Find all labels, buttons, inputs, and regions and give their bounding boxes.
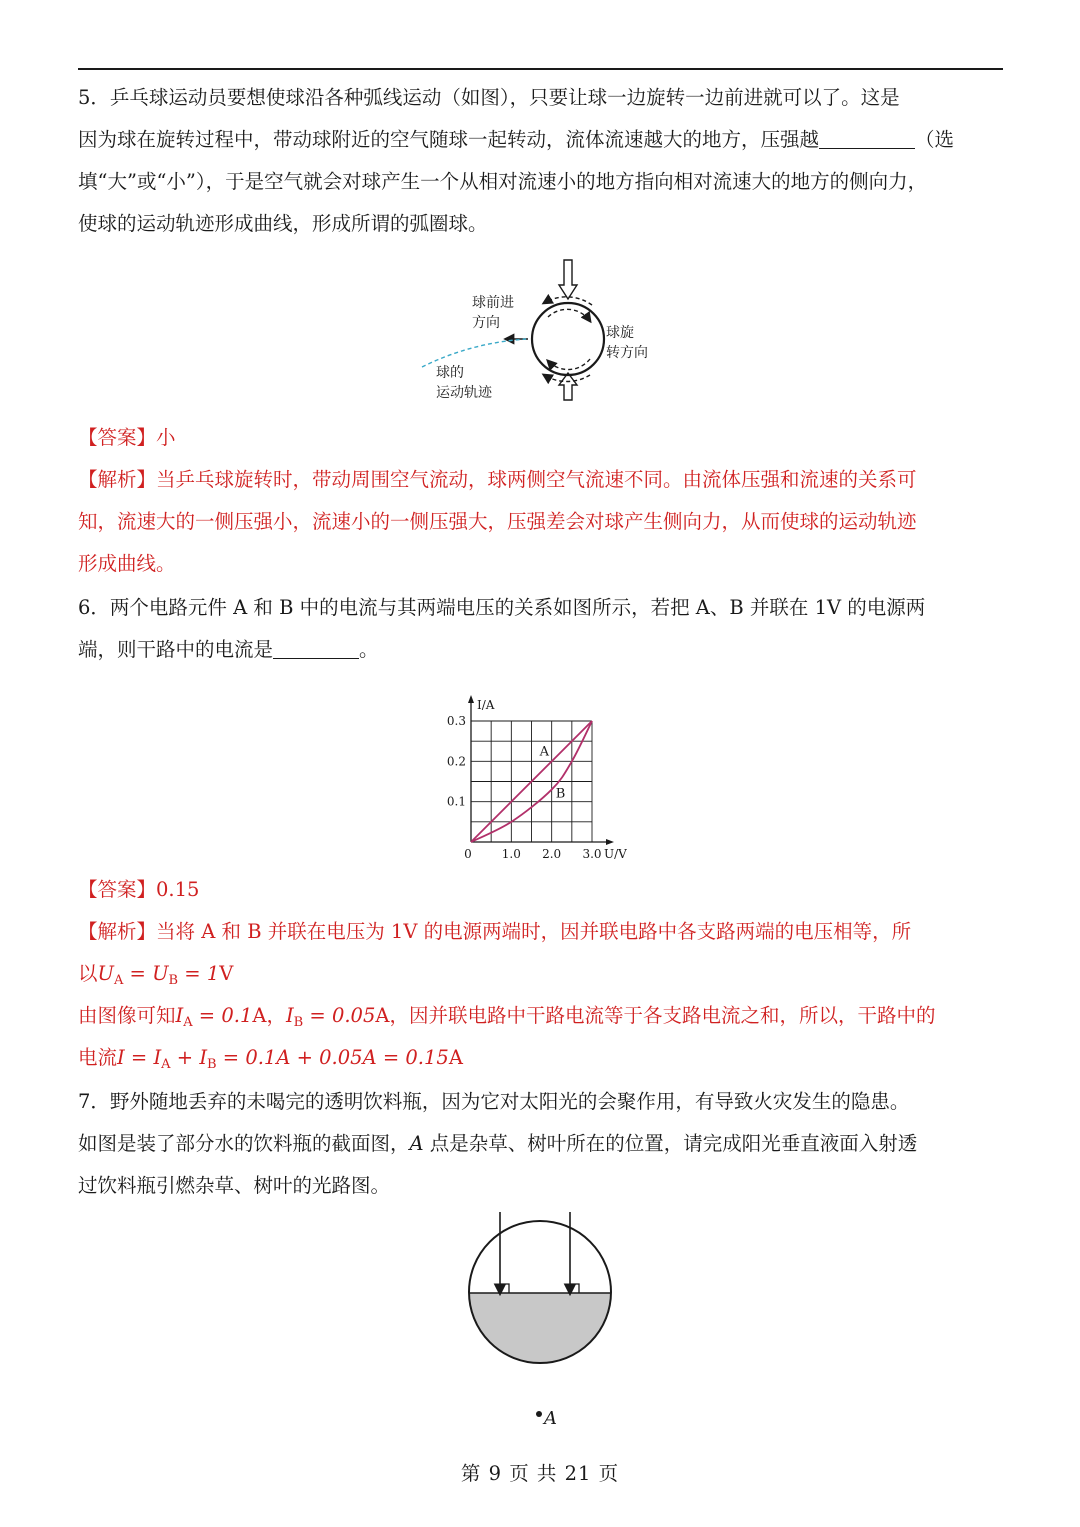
q5-analysis-line-1: 【解析】当乒乓球旋转时，带动周围空气流动，球两侧空气流速不同。由流体压强和流速的关系可 (78, 468, 917, 491)
track-label-1: 球的 (436, 365, 464, 381)
spin-label-1: 球旋 (606, 325, 634, 341)
q6-analysis-line-1: 【解析】当将 A 和 B 并联在电压为 1V 的电源两端时，因并联电路中各支路两端的电压相等，所 (78, 920, 912, 943)
spin-label-2: 转方向 (606, 345, 648, 361)
q5-line-4: 使球的运动轨迹形成曲线，形成所谓的弧圈球。 (78, 212, 488, 235)
q6-stem (78, 587, 1003, 671)
x-axis-arrow (606, 839, 614, 845)
ball-circle (532, 303, 604, 375)
spin-arrow-inner-top (548, 309, 590, 321)
page-footer: 第 9 页 共 21 页 (460, 1462, 620, 1485)
q5-stem (78, 77, 1003, 245)
q5-answer-line: 【答案】小 (78, 426, 176, 449)
point-a (536, 1411, 542, 1417)
q5-answer-block (78, 417, 1003, 585)
q5-analysis-line-2: 知，流速大的一侧压强小，流速小的一侧压强大，压强差会对球产生侧向力，从而使球的运动轨迹 (78, 510, 917, 533)
y-tick-label: 0.2 (446, 754, 466, 769)
q6-answer: 0.15 (156, 878, 200, 901)
forward-label-1: 球前进 (472, 295, 514, 311)
q7-line-3: 过饮料瓶引燃杂草、树叶的光路图。 (78, 1174, 391, 1197)
q5-line-1: 5．乒乓球运动员要想使球沿各种弧线运动（如图），只要让球一边旋转一边前进就可以了。这是 (78, 86, 900, 109)
y-tick-label: 0.1 (446, 794, 466, 809)
right-angle-mark-right (570, 1284, 579, 1293)
point-a-label: A (544, 1408, 557, 1429)
q6-answer-blank (273, 634, 359, 659)
q5-answer: 小 (156, 426, 176, 449)
y-tick-label: 0.3 (446, 714, 466, 728)
q6-answer-block (78, 869, 1003, 1079)
x-tick-label: 1.0 (501, 847, 521, 861)
q6-answer-line: 【答案】0.15 (78, 878, 200, 901)
q7-line-1: 7．野外随地丢弃的未喝完的透明饮料瓶，因为它对太阳光的会聚作用，有导致火灾发生的隐患。 (78, 1090, 910, 1113)
q6-analysis-line-3: 由图像可知$I_A = 0.1A$，$I_B = 0.05A$，因并联电路中干路电流等于各支路电流之和，所以，干路中的 (78, 1004, 936, 1030)
q6-analysis-line-4: 电流$I = I_A + I_B = 0.1A + 0.05A = 0.15A$ (78, 1046, 463, 1072)
q5-line-2: 因为球在旋转过程中，带动球附近的空气随球一起转动，流体流速越大的地方，压强越 （选 (78, 119, 1003, 161)
spin-ball-figure (420, 255, 680, 405)
track-label-2: 运动轨迹 (436, 385, 492, 401)
q7-line-2: 如图是装了部分水的饮料瓶的截面图，A 点是杂草、树叶所在的位置，请完成阳光垂直液面入射透 (78, 1132, 918, 1155)
x-tick-label: 0 (464, 847, 472, 861)
air-flow-top-arrow (559, 260, 577, 299)
y-axis-arrow (468, 695, 474, 703)
air-flow-bottom-arrow (559, 373, 577, 400)
q5-line-3: 填“大”或“小”），于是空气就会对球产生一个从相对流速小的地方指向相对流速大的地方的侧向力， (78, 170, 928, 193)
bottle-figure (460, 1210, 620, 1440)
header-rule (78, 68, 1003, 70)
series-label-B: B (555, 786, 566, 802)
q6-line-2: 端，则干路中的电流是 。 (78, 629, 1003, 671)
water-region (460, 1293, 620, 1373)
right-angle-mark-left (500, 1284, 509, 1293)
x-tick-label: 3.0 (582, 847, 602, 861)
forward-label-2: 方向 (472, 315, 500, 331)
x-axis-label: U/V (604, 847, 627, 861)
iu-chart (440, 670, 640, 870)
series-label-A: A (539, 744, 549, 760)
spin-arrow-inner-bottom (548, 359, 590, 370)
q5-answer-blank (819, 124, 915, 149)
q5-analysis-line-3: 形成曲线。 (78, 552, 176, 575)
q7-stem (78, 1081, 1003, 1207)
q6-line-1: 6．两个电路元件 A 和 B 中的电流与其两端电压的关系如图所示，若把 A、B 并联在 1V 的电源两 (78, 596, 926, 619)
trajectory-curve (422, 339, 526, 367)
y-axis-label: I/A (477, 698, 495, 712)
x-tick-label: 2.0 (542, 847, 562, 861)
q6-analysis-line-2: 以$U_A = U_B = 1V$ (78, 962, 234, 988)
